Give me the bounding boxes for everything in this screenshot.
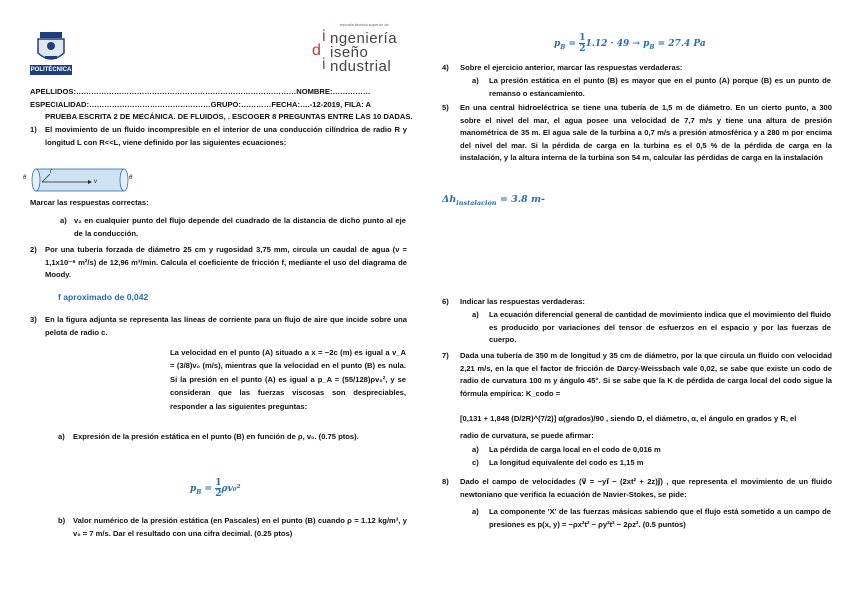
pipe-figure [23, 165, 133, 195]
q3-b-equation [554, 33, 706, 54]
q3-b-label: b) [58, 516, 66, 525]
q6-text: Indicar las respuestas verdaderas: [460, 297, 585, 306]
pipe-label-theta-left: θ [23, 175, 27, 181]
q7-c-label: c) [472, 458, 479, 467]
q1-text: El movimiento de un fluido incompresible en el interior de una conducción cilíndrica de radio R y longitud L con R<<L, viene definido por las siguientes ecuaciones: [45, 125, 407, 147]
especialidad-line: ESPECIALIDAD:…………………………………………GRUPO:…………FECHA:….-12-2019, FILA: A [30, 100, 372, 109]
etsidi-i2-icon: i [322, 56, 326, 73]
q6-number: 6) [442, 297, 449, 306]
etsidi-logo-small: escuela técnica superior de [340, 22, 389, 27]
pipe-label-theta-right: θ [129, 175, 133, 181]
crown-crest-icon [30, 30, 72, 64]
etsidi-line3: ndustrial [330, 58, 392, 75]
q2-text: Por una tubería forzada de diámetro 25 cm y rugosidad 3,75 mm, circula un caudal de agua (ν = 1,1x10⁻⁶ m²/s) de 12,96 m³/min. Calcula el coeficiente de fricción f, mediante el uso del diagrama de Moody. [45, 245, 407, 280]
rt-eq-lhs: p [554, 39, 561, 49]
q1-marcar: Marcar las respuestas correctas: [30, 198, 149, 207]
q7-formula: [0,131 + 1,848 (D/2R)^(7/2)] α(grados)/90 , siendo D, el diámetro, α, el ángulo en grados y R, el [460, 414, 797, 423]
pipe-label-v: v [94, 179, 97, 185]
q3-a-eq-rhs: ρv₀² [221, 484, 241, 494]
rt-eq-eq: = [565, 39, 580, 49]
prueba-line: PRUEBA ESCRITA 2 DE MECÁNICA. DE FLUIDOS, . ESCOGER 8 PREGUNTAS ENTRE LAS 10 DADAS. [45, 112, 413, 121]
q3-text: En la figura adjunta se representa las líneas de corriente para un flujo de aire que incide sobre una pelota de radio c. [45, 315, 407, 337]
rt-eq-den: 2 [579, 44, 586, 54]
rt-eq-rest: 1.12 · 49 → p [585, 39, 650, 49]
q3-a-eq-sub: B [196, 488, 202, 496]
rt-eq-sub: B [560, 43, 566, 51]
q4-number: 4) [442, 63, 449, 72]
q5-ans-val: = 3.8 m- [496, 194, 545, 205]
q8-a-text: La componente 'X' de las fuerzas másicas sabiendo que el flujo está sometido a un campo de presiones es p(x, y) = −ρx²t² − ρy²t² − 2ρz². (0.5 puntos) [489, 507, 831, 529]
q8-number: 8) [442, 477, 449, 486]
q3-a-eq-num: 1 [215, 478, 222, 488]
q3-text2: La velocidad en el punto (A) situado a x = −2c (m) es igual a v_A = (3/8)v₀ (m/s), mientras que la velocidad en el punto (B) es nula. Si la presión en el punto (A) es igual a p_A = (55/128)ρv₀², y se consideran que las fuerzas viscosas son despreciables, responder a las siguientes preguntas: [170, 348, 406, 411]
rt-eq-sub2: B [649, 43, 655, 51]
q5-ans-sub: instalación [456, 198, 497, 207]
etsidi-i1-icon: i [322, 28, 326, 45]
q3-a-text: Expresión de la presión estática en el punto (B) en función de ρ, v₀. (0.75 ptos). [73, 432, 359, 441]
q3-a-label: a) [58, 432, 65, 441]
rt-eq-num: 1 [579, 33, 586, 43]
q7-text: Dada una tubería de 350 m de longitud y 35 cm de diámetro, por la que circula un fluido con velocidad 2,21 m/s, en la que el factor de fricción de Darcy-Weissbach vale 0,02, se sabe que existe un codo de radio de curvatura 100 m y ángulo 45°. Si se sabe que la K de pérdida de carga local del codo sigue la fórmula empírica: K_codo = [460, 351, 832, 398]
q7-c-text: La longitud equivalente del codo es 1,15 m [489, 458, 644, 467]
q8-text: Dado el campo de velocidades (v⃗ = −yi⃗ − (2xt² + 2z)j⃗) , que representa el movimiento de un fluido newtoniano que verifica la ecuación de Navier-Stokes, se pide: [460, 477, 832, 499]
etsidi-line2: iseño [330, 44, 369, 61]
q4-text: Sobre el ejercicio anterior, marcar las respuestas verdaderas: [460, 63, 683, 72]
q2-number: 2) [30, 245, 37, 254]
upm-logo [30, 30, 72, 78]
q3-a-eq-mid: = [201, 484, 216, 494]
q7-tail: radio de curvatura, se puede afirmar: [460, 431, 594, 440]
q3-number: 3) [30, 315, 37, 324]
q6-a-label: a) [472, 310, 479, 319]
q6-a-text: La ecuación diferencial general de cantidad de movimiento indica que el movimiento del fluido es producido por variaciones del tensor de esfuerzos en el espacio y por las fuerzas de cuerpo. [489, 310, 831, 345]
etsidi-line1: ngeniería [330, 30, 398, 47]
q2-answer: f aproximado de 0,042 [58, 292, 149, 302]
q5-ans-delta: Δh [442, 194, 457, 205]
q3-a-eq-den: 2 [215, 489, 222, 499]
q3-a-equation [190, 478, 241, 499]
q7-a-label: a) [472, 445, 479, 454]
q3-b-text: Valor numérico de la presión estática (en Pascales) en el punto (B) cuando ρ = 1.12 kg/m³, y v₀ = 7 m/s. Dar el resultado con una cifra decimal. (0.25 ptos) [73, 516, 407, 538]
q3-a-eq-lhs: p [190, 484, 197, 494]
q5-answer [442, 194, 545, 207]
apellidos-line: APELLIDOS:……………………………………………………………………………NOMBRE:…………… [30, 87, 371, 96]
q7-a-text: La pérdida de carga local en el codo de 0,016 m [489, 445, 661, 454]
etsidi-d-icon: d [312, 42, 321, 59]
rt-eq-tail: = 27.4 Pa [654, 39, 706, 49]
q1-opt-a-label: a) [60, 216, 67, 225]
etsidi-logo [300, 22, 406, 76]
pipe-label-r: r [50, 169, 52, 175]
q1-number: 1) [30, 125, 37, 134]
q5-number: 5) [442, 103, 449, 112]
pipe-diagram-icon [28, 165, 133, 195]
q1-opt-a: v₂ en cualquier punto del flujo depende del cuadrado de la distancia de dicho punto al eje de la conducción. [74, 216, 406, 238]
upm-logo-text: POLITÉCNICA [30, 67, 72, 73]
q5-text: En una central hidroeléctrica se tiene una tubería de 1,5 m de diámetro. En un cierto punto, a 300 sobre el nivel del mar, el agua posee una velocidad de 7,7 m/s y tiene una altura de presión manométrica de 35 m. El agua sale de la turbina a 0,7 m/s a presión atmosférica y a 280 m por encima del nivel del mar. Si la pérdida de carga en la turbina es el 0,5 % de la pérdida de carga en la instalación, y la altura interna de la turbina son 54 m, calcular las pérdidas de carga en la instalación [460, 103, 832, 163]
q4-a-label: a) [472, 76, 479, 85]
q4-a-text: La presión estática en el punto (B) es mayor que en el punto (A) porque (B) es un punto de remanso o estancamiento. [489, 76, 831, 98]
q7-number: 7) [442, 351, 449, 360]
q8-a-label: a) [472, 507, 479, 516]
